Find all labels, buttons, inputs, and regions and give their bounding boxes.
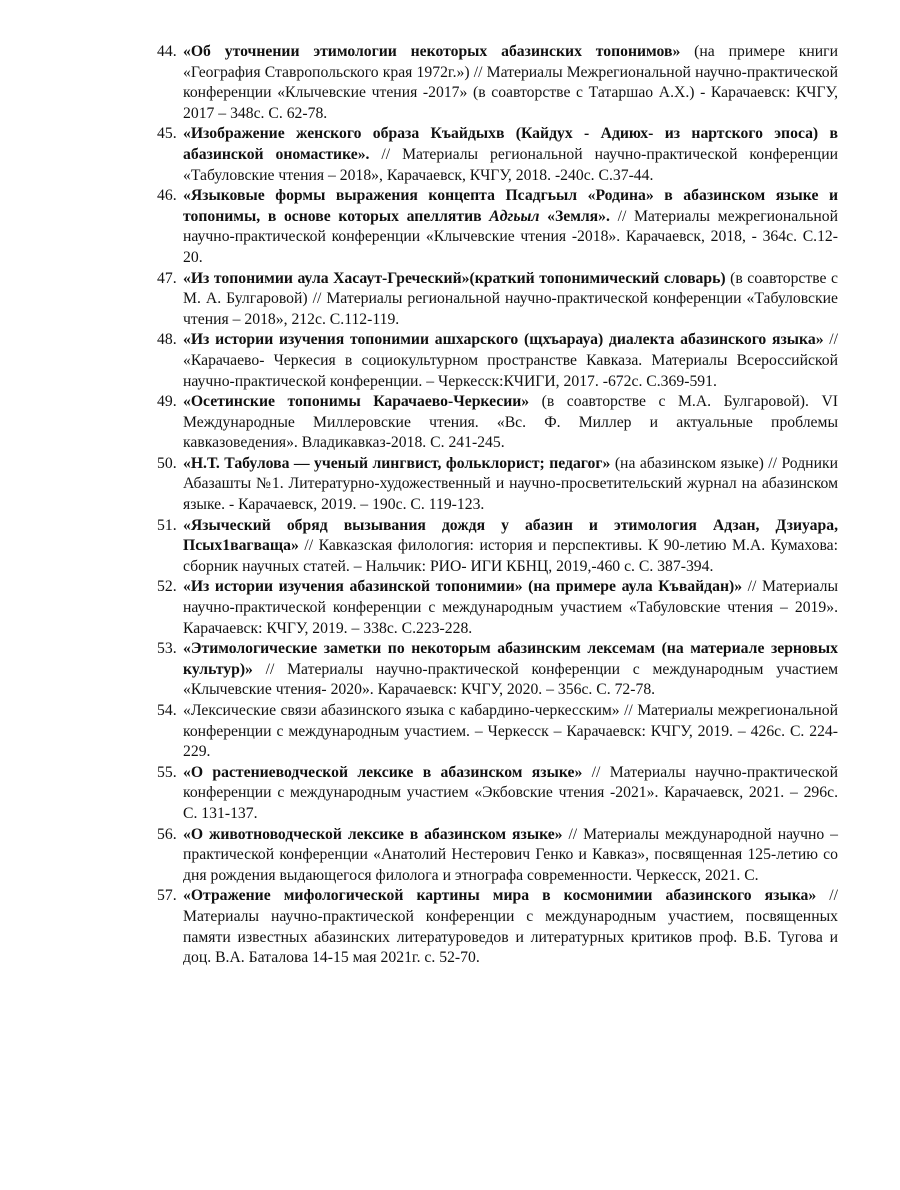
bibliography-entry [0,42,838,124]
bibliography-entry [0,330,838,392]
entry-citation: «Лексические связи абазинского языка с кабардино-черкесским» // Материалы межрегиональной конференции с международным участием. – Черкесск – Карачаевск: КЧГУ, 2019. – 426с. С. 224-229. [183,702,838,761]
entry-title: «О животноводческой лексике в абазинском языке» [183,825,563,843]
bibliography-entry [0,124,838,186]
entry-citation: (в соавторстве с М. А. Булгаровой) // Материалы региональной научно-практической конференции «Табуловские чтения – 2018», 212с. С.112-119. [183,269,838,328]
entry-title-italic: Адгьыл [489,207,540,225]
entry-title: «Н.Т. Табулова — ученый лингвист, фольклорист; педагог» [183,454,611,472]
entry-number: 53. [157,640,177,658]
entry-citation: (в соавторстве с М.А. Булгаровой). VI Международные Миллеровские чтения. «Вс. Ф. Миллер и актуальные проблемы кавказоведения». Владикавказ-2018. С. 241-245. [183,393,838,452]
entry-number: 56. [157,825,177,843]
entry-title: «Из истории изучения топонимии ашхарского (щхъарауа) диалекта абазинского языка» [183,331,824,349]
entry-title: «Осетинские топонимы Карачаево-Черкесии» [183,393,530,411]
entry-number: 46. [157,187,177,205]
entry-number: 44. [157,43,177,60]
entry-number: 51. [157,516,177,534]
entry-number: 52. [157,578,177,596]
bibliography-entry [0,269,838,331]
bibliography-entry [0,577,838,639]
bibliography-entry [0,639,838,701]
entry-title: «Этимологические заметки по некоторым абазинским лексемам (на материале зерновых культур)» [183,640,838,678]
entry-number: 45. [157,125,177,143]
entry-citation: // «Карачаево- Черкесия в социокультурном пространстве Кавказа. Материалы Всероссийской научно-практической конференции. – Черкесск:КЧИГИ, 2017. -672с. С.369-591. [183,331,839,390]
entry-citation: // Материалы международной научно – практической конференции «Анатолий Нестерович Генко и Кавказ», посвященная 125-летию со дня рождения выдающегося филолога и этнографа современности. Черкесск, 2021. С. [183,825,838,884]
entry-title: «Отражение мифологической картины мира в космонимии абазинского языка» [183,887,817,905]
bibliography-entry [0,516,838,578]
bibliography-entry [0,701,838,763]
entry-citation: // Кавказская филология: история и перспективы. К 90-летию М.А. Кумахова: сборник научных статей. – Нальчик: РИО- ИГИ КБНЦ, 2019,-460 с. С. 387-394. [183,537,838,575]
entry-title: «Из истории изучения абазинской топонимии» (на примере аула Къвайдан)» [183,578,743,596]
entry-citation: // Материалы научно-практической конференции с международным участием, посвященных памяти известных абазинских литературоведов и литературных критиков проф. В.Б. Тугова и доц. В.А. Баталова 14-15 мая 2021г. с. 52-70. [183,887,838,967]
bibliography-entry [0,186,838,268]
entry-citation: // Материалы региональной научно-практической конференции «Табуловские чтения – 2018», Карачаевск, КЧГУ, 2018. -240с. С.37-44. [183,145,838,184]
entry-title: «Изображение женского образа Къайдыхв (Кайдух - Адиюх- из нартского эпоса) в абазинской ономастике». [183,125,838,163]
entry-title: «Из топонимии аула Хасаут-Греческий»(краткий топонимический словарь) [183,269,726,287]
entry-number: 55. [157,763,177,781]
bibliography-list [0,42,900,969]
entry-citation: // Материалы научно-практической конференции с международным участием «Табуловские чтения – 2019». Карачаевск: КЧГУ, 2019. – 338с. С.223-228. [183,578,838,637]
bibliography-entry [0,886,838,968]
entry-citation: // Материалы научно-практической конференции с международным участием «Клычевские чтения- 2020». Карачаевск: КЧГУ, 2020. – 356с. С. 72-78. [183,660,838,699]
entry-title: «Языческий обряд вызывания дождя у абазин и этимология Адзан, Дзиуара, Псых1вагваща» [183,516,838,555]
entry-citation: // Материалы научно-практической конференции с международным участием «Экбовские чтения -2021». Карачаевск, 2021. – 296с. С. 131-137. [183,763,838,822]
bibliography-entry [0,454,838,516]
bibliography-entry [0,763,838,825]
entry-title: «О растениеводческой лексике в абазинском языке» [183,763,583,781]
entry-title: «Языковые формы выражения концепта Псадгьыл «Родина» в абазинском языке и топонимы, в основе которых апеллятив [183,187,838,225]
entry-number: 50. [157,454,177,472]
entry-citation: (на примере книги «География Ставропольского края 1972г.») // Материалы Межрегиональной научно-практической конференции «Клычевские чтения -2017» (в соавторстве с Татаршао А.Х.) - Карачаевск: КЧГУ, 2017 – 348с. С. 62-78. [183,43,838,122]
entry-number: 47. [157,269,177,287]
entry-number: 49. [157,393,177,411]
bibliography-entry [0,825,838,887]
entry-citation: (на абазинском языке) // Родники Абазашты №1. Литературно-художественный и научно-просветительский журнал на абазинском языке. - Карачаевск, 2019. – 190с. С. 119-123. [183,454,838,514]
entry-number: 48. [157,331,177,349]
entry-citation: // Материалы межрегиональной научно-практической конференции «Клычевские чтения -2018». Карачаевск, 2018, - 364с. С.12-20. [183,207,839,266]
entry-number: 57. [157,887,177,905]
entry-number: 54. [157,702,177,719]
bibliography-entry [0,392,838,454]
entry-title: «Земля». [539,207,610,225]
entry-title: «Об уточнении этимологии некоторых абазинских топонимов» [183,43,681,60]
